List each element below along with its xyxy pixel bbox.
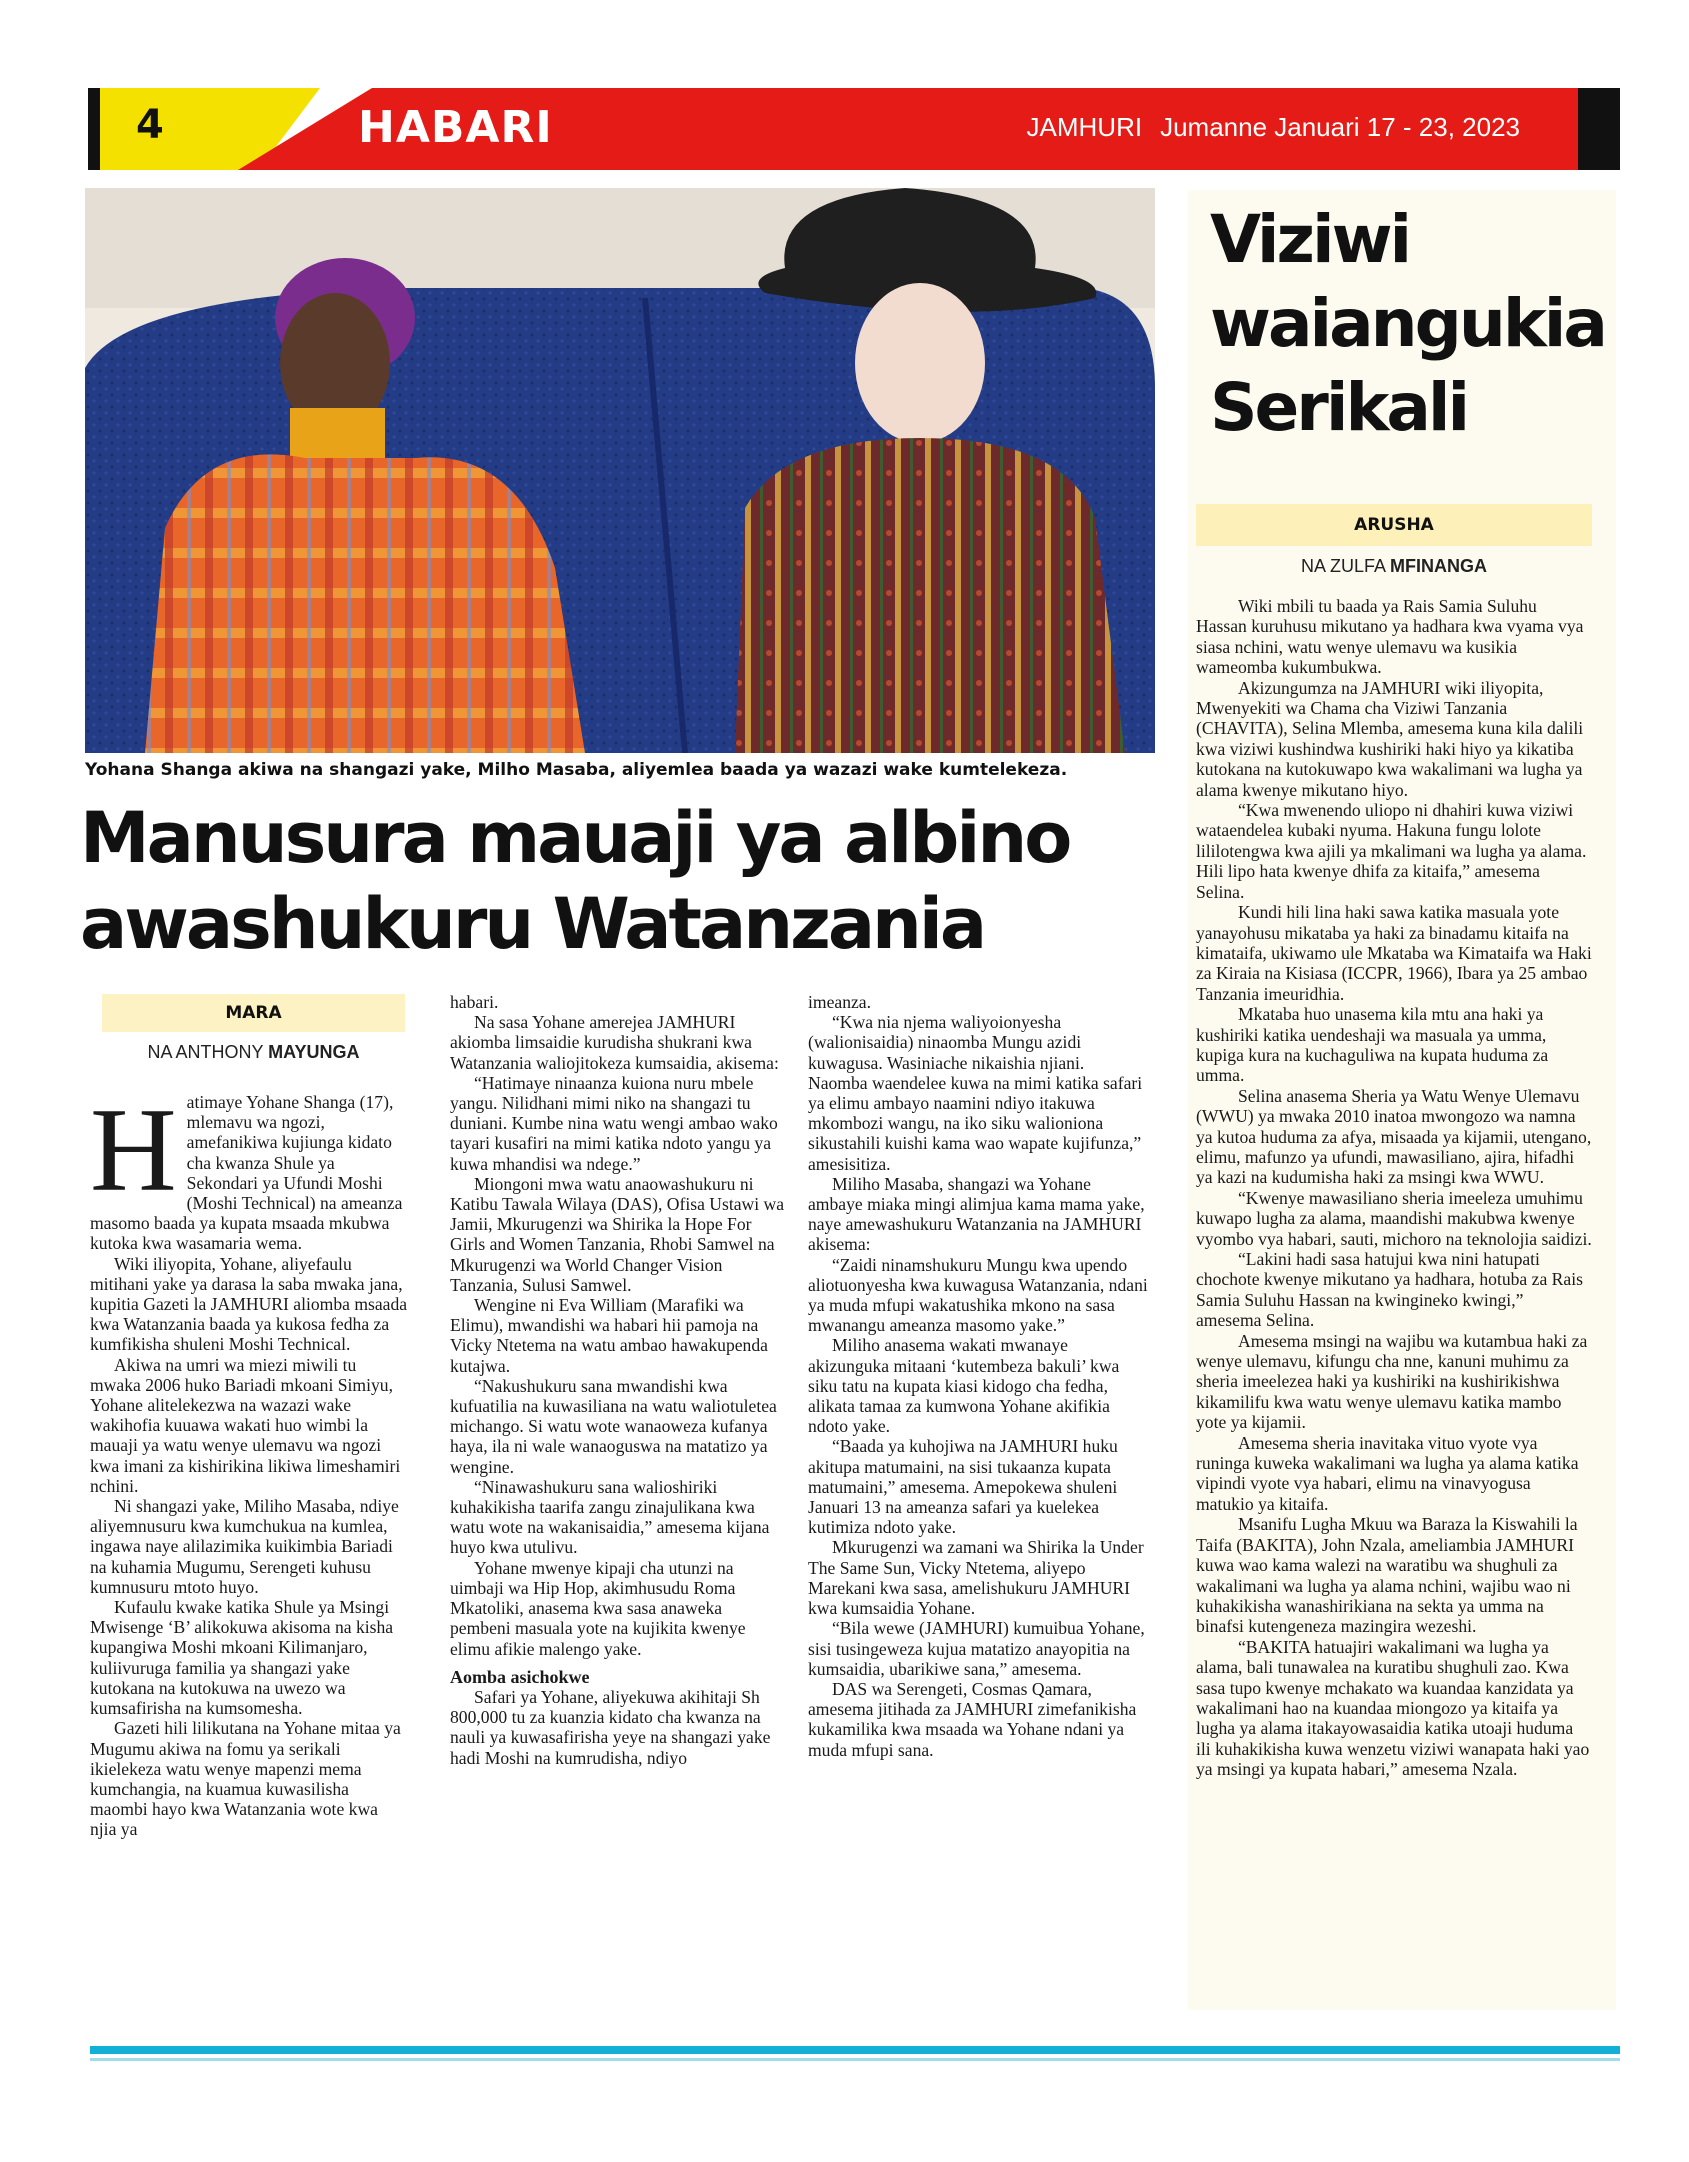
paragraph: Mkataba huo unasema kila mtu ana haki ya kushiriki katika uendeshaji wa masuala ya umma, kupiga kura na kuchaguliwa na kupata huduma za umma. [1196,1004,1549,1086]
article-photo [85,188,1155,753]
main-byline [102,1042,405,1063]
header-black-bar [88,88,100,170]
sidebar-byline [1196,556,1592,577]
paragraph: “Hatimaye ninaanza kuiona nuru mbele yangu. Nilidhani mimi niko na shangazi tu duniani. Kumbe nina watu wengi ambao wako tayari kusafiri na mimi katika ndoto yangu ya kuwa mhandisi wa ndege.” [450,1072,778,1174]
paragraph: Msanifu Lugha Mkuu wa Baraza la Kiswahili la Taifa (BAKITA), John Nzala, ameliambia JAMHURI kuwa wao kama walezi na waratibu wa shughuli za wakalimani wa lugha ya alama nchini, wajibu wao ni kuhakikisha wanashirikiana na sekta ya umma na binafsi kutengeneza mazingira wezeshi. [1196,1514,1578,1637]
paragraph: Miongoni mwa watu anaowashukuru ni Katibu Tawala Wilaya (DAS), Ofisa Ustawi wa Jamii, Mkurugenzi wa Shirika la Hope For Girls and Women Tanzania, Rhobi Samwel na Mkurugenzi wa World Changer Vision Tanzania, Sulusi Samwel. [450,1173,785,1295]
paragraph: Akizungumza na JAMHURI wiki iliyopita, Mwenyekiti wa Chama cha Viziwi Tanzania (CHAVITA), Selina Mlemba, amesema kuna kila dalili kwa viziwi kushindwa kushiriki haki hiyo ya kikatiba kutokana na kutokuwapo kwa wakalimani wa lugha ya alama kwenye mikutano hiyo. [1196,677,1584,800]
paragraph: Wiki iliyopita, Yohane, aliyefaulu mitihani yake ya darasa la saba mwaka jana, kupitia Gazeti la JAMHURI aliomba msaada kwa Watanzania baada ya kukosa fedha za kumfikisha shuleni Moshi Technical. [90,1253,408,1355]
footer-rule-thin [90,2058,1620,2061]
paragraph: Selina anasema Sheria ya Watu Wenye Ulemavu (WWU) ya mwaka 2010 inatoa mwongozo wa namna ya kutoa huduma za afya, misaada ya kijamii, utengano, elimu, mafunzo ya ufundi, mawasiliano, ajira, hifadhi ya kazi na kudumisha haki za msingi kwa WWU. [1196,1085,1592,1188]
page-header [88,88,1620,170]
sidebar-dateline: ARUSHA [1196,504,1592,546]
photo-caption: Yohana Shanga akiwa na shangazi yake, Milho Masaba, aliyemlea baada ya wazazi wake kumtelekeza. [85,760,1068,780]
sidebar-body [1196,596,1592,1780]
paragraph: atimaye Yohane Shanga (17), mlemavu wa ngozi, amefanikiwa kujiunga kidato cha kwanza Shule ya Sekondari ya Ufundi Moshi (Moshi Technical) na ameanza masomo baada ya kupata msaada mkubwa kutoka kwa wasamaria wema. [90,1092,403,1254]
footer-rule [90,2046,1620,2054]
paragraph: Yohane mwenye kipaji cha utunzi na uimbaji wa Hip Hop, akimhusudu Roma Mkatoliki, anasema kwa sasa anaweka pembeni masuala yote na kujikita kwenye elimu afikie malengo yake. [450,1557,746,1659]
main-headline-line-2: awashukuru Watanzania [80,883,985,965]
paragraph: “BAKITA hatuajiri wakalimani wa lugha ya alama, bali tunawalea na kuratibu shughuli zao. Kwa sasa tupo kwenye mchakato wa kuandaa kanzidata ya wakalimani hao na kuandaa miongozo ya kitaifa ya lugha ya alama itakayowasaidia katika utoaji huduma ili kuhakikisha kuwa wenzetu viziwi wanapata haki yao ya msingi ya kupata habari,” amesema Nzala. [1196,1636,1590,1780]
main-article-column-2 [450,992,785,1768]
issue-date: Jumanne Januari 17 - 23, 2023 [1160,112,1520,142]
paragraph: “Kwa nia njema waliyoionyesha (walionisaidia) ninaomba Mungu azidi kuwagusa. Wasiniache nikaishia njiani. Naomba waendelee kuwa na mimi katika safari ya elimu ambayo naamini ndiyo itakuwa mkombozi wangu, na iko siku walioniona sikustahili kuishi kama wao wapate kujifunza,” amesisitiza. [808,1012,1143,1174]
paragraph: Wiki mbili tu baada ya Rais Samia Suluhu Hassan kuruhusu mikutano ya hadhara kwa vyama vya siasa nchini, watu wenye ulemavu wa kusikia wameomba kukumbukwa. [1196,596,1584,678]
paragraph: Kundi hili lina haki sawa katika masuala yote yanayohusu mikataba ya haki za binadamu kitaifa na kimataifa, ukiwamo ule Mkataba wa Kimataifa wa Haki za Kiraia na Kisiasa (ICCPR, 1966), Ibara ya 25 ambao Tanzania imeuridhia. [1196,902,1592,1004]
paragraph: “Nakushukuru sana mwandishi kwa kufuatilia na kuwasiliana na watu waliotuletea michango. Si watu wote wanaoweza kufanya haya, ila ni wale wanaoguswa na matatizo ya wengine. [450,1375,777,1477]
paragraph: “Kwenye mawasiliano sheria imeeleza umuhimu kuwapo lugha za alama, maandishi makubwa kwenye vyombo vya habari, sauti, michoro na teknolojia saidizi. [1196,1187,1592,1249]
section-title: HABARI [358,102,553,153]
sidebar-headline [1210,198,1610,450]
sidebar-byline-prefix: NA ZULFA [1300,556,1391,576]
sidebar-headline-line-3: Serikali [1210,369,1468,446]
paragraph: Miliho anasema wakati mwanaye akizunguka mitaani ‘kutembeza bakuli’ kwa siku tatu na kupata kiasi kidogo cha fedha, alikata tamaa za kumwona Yohane akifikia ndoto yake. [808,1335,1120,1437]
subheading: Aomba asichokwe [450,1666,590,1687]
paragraph: Mkurugenzi wa zamani wa Shirika la Under The Same Sun, Vicky Ntetema, aliyepo Marekani kwa sasa, amelishukuru JAMHURI kwa kumsaidia Yohane. [808,1537,1144,1619]
paragraph: Kufaulu kwake katika Shule ya Msingi Mwisenge ‘B’ alikokuwa akisoma na kisha kupangiwa Moshi mkoani Kilimanjaro, kuliivuruga familia ya shangazi yake kutokana na kutokuwa na uwezo wa kumsafirisha na kumsomesha. [90,1597,394,1719]
paragraph: Amesema sheria inavitaka vituo vyote vya runinga kuweka wakalimani wa lugha ya alama katika vipindi vyote vya habari, elimu na vinavyogusa matukio ya kitaifa. [1196,1432,1579,1514]
main-article-column-1 [90,1083,408,1840]
paragraph: habari. [450,992,499,1012]
main-headline-line-1: Manusura mauaji ya albino [80,797,1070,879]
paragraph: Ni shangazi yake, Miliho Masaba, ndiye aliyemnusuru kwa kumchukua na kumlea, ingawa naye alilazimika kuikimbia Bariadi na kuhamia Mugumu, Serengeti kuhusu kumnusuru mtoto huyo. [90,1496,399,1597]
page-number: 4 [136,102,164,148]
main-headline [80,795,1170,967]
paragraph: imeanza. [808,992,872,1012]
paragraph: Gazeti hili lilikutana na Yohane mitaa ya Mugumu akiwa na fomu ya serikali ikielekeza watu wenye mapenzi mema kumchangia, na kuamua kuwasilisha maombi hayo kwa Watanzania wote kwa njia ya [90,1718,401,1840]
paragraph: “Bila wewe (JAMHURI) kumuibua Yohane, sisi tusingeweza kujua matatizo anayopitia na kumsaidia, ubarikiwe sana,” amesema. [808,1618,1145,1679]
photo-illustration [85,188,1155,753]
main-byline-name: MAYUNGA [268,1042,360,1062]
paragraph: Wengine ni Eva William (Marafiki wa Elimu), mwandishi wa habari hii pamoja na Vicky Ntetema na watu ambao hawakupenda kutajwa. [450,1295,768,1376]
header-black-end [1578,88,1620,170]
paragraph: “Lakini hadi sasa hatujui kwa nini hatupati chochote kwenye mikutano ya hadhara, hotuba za Rais Samia Suluhu Hassan na kwingineko kwingi,” amesema Selina. [1196,1249,1583,1331]
paragraph: “Zaidi ninamshukuru Mungu kwa upendo aliotuonyesha kwa kuwagusa Watanzania, ndani ya muda mfupi wakatushika mkono na sasa mwanangu ameanza masomo yake.” [808,1254,1148,1336]
paragraph: Safari ya Yohane, aliyekuwa akihitaji Sh 800,000 tu za kuanzia kidato cha kwanza na nauli ya kuwasafirisha yeye na shangazi yake hadi Moshi na kumrudisha, ndiyo [450,1686,771,1768]
sidebar-headline-line-2: waiangukia [1210,285,1605,362]
issue-info [1027,112,1520,143]
main-article-column-3 [808,992,1148,1760]
paragraph: “Kwa mwenendo uliopo ni dhahiri kuwa viziwi wataendelea kubaki nyuma. Hakuna fungu lolote lililotengwa kwa ajili ya mkalimani wa lugha ya alama. Hili lipo hata kwenye dhifa za kitaifa,” amesema Selina. [1196,800,1587,902]
publication-name: JAMHURI [1026,112,1143,142]
sidebar-headline-line-1: Viziwi [1210,201,1410,278]
paragraph: Amesema msingi na wajibu wa kutambua haki za wenye ulemavu, kifungu cha nne, kanuni muhimu za sheria imeelezea haki ya kushiriki na kushirikishwa kikamilifu kwa watu wenye ulemavu katika mambo yote ya kijamii. [1196,1330,1588,1433]
paragraph: Akiwa na umri wa miezi miwili tu mwaka 2006 huko Bariadi mkoani Simiyu, Yohane alitelekezwa na wazazi wake wakihofia kuuawa wakati huo wimbi la mauaji ya watu wenye ulemavu wa ngozi kwa imani za kishirikina likiwa limeshamiri nchini. [90,1354,401,1496]
paragraph: Miliho Masaba, shangazi wa Yohane ambaye miaka mingi alimjua kama mama yake, naye amewashukuru Watanzania na JAMHURI akisema: [808,1173,1145,1255]
sidebar-byline-name: MFINANGA [1390,556,1488,576]
paragraph: Na sasa Yohane amerejea JAMHURI akiomba limsaidie kurudisha shukrani kwa Watanzania waliojitokeza kumsaidia, akisema: [450,1012,779,1073]
main-byline-prefix: NA ANTHONY [147,1042,269,1062]
drop-cap: H [90,1083,177,1216]
paragraph: “Ninawashukuru sana walioshiriki kuhakikisha taarifa zangu zinajulikana kwa watu wote na wakanisaidia,” amesema kijana huyo kwa utulivu. [450,1476,770,1558]
paragraph: “Baada ya kuhojiwa na JAMHURI huku akitupa matumaini, na sisi tukaanza kupata matumaini,” amesema. Amepokewa shuleni Januari 13 na ameanza safari ya kuelekea kutimiza ndoto yake. [808,1436,1118,1538]
main-dateline: MARA [102,994,405,1032]
paragraph: DAS wa Serengeti, Cosmas Qamara, amesema jitihada za JAMHURI zimefanikisha kukamilika kwa msaada wa Yohane ndani ya muda mfupi sana. [808,1678,1137,1760]
